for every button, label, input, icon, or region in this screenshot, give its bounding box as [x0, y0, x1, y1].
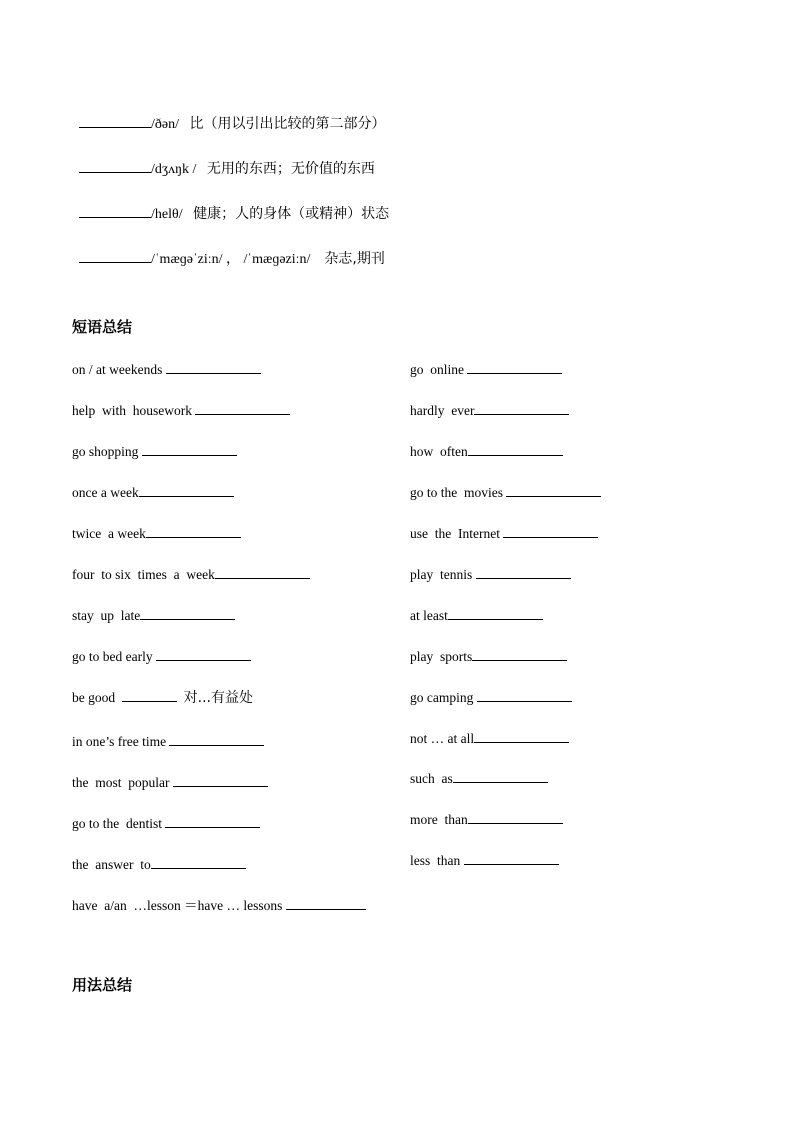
phrase-item: how often: [410, 443, 563, 461]
answer-blank[interactable]: [476, 566, 571, 579]
phrase-item: twice a week: [72, 525, 241, 543]
phrase-item: play sports: [410, 648, 567, 666]
phrase-item: the most popular: [72, 774, 268, 792]
answer-blank[interactable]: [477, 689, 572, 702]
answer-blank[interactable]: [156, 648, 251, 661]
answer-blank[interactable]: [474, 730, 569, 743]
answer-blank[interactable]: [448, 607, 543, 620]
vocab-phonetic: /helθ/: [151, 207, 183, 222]
answer-blank[interactable]: [139, 484, 234, 497]
answer-blank[interactable]: [467, 361, 562, 374]
answer-blank[interactable]: [140, 607, 235, 620]
answer-blank[interactable]: [472, 648, 567, 661]
phrase-item: not … at all: [410, 730, 569, 748]
answer-blank[interactable]: [195, 402, 290, 415]
answer-blank[interactable]: [173, 774, 268, 787]
vocab-phonetic: /ðən/: [151, 117, 179, 132]
answer-blank[interactable]: [142, 443, 237, 456]
answer-blank[interactable]: [122, 689, 177, 702]
vocab-line-3: [72, 187, 389, 224]
answer-blank[interactable]: [79, 250, 151, 263]
vocab-phonetic: /ˈmæɡəˈziːn/ ， /ˈmæɡəziːn/: [151, 252, 311, 267]
phrase-item: such as: [410, 770, 548, 788]
vocab-line-4: [72, 232, 385, 269]
vocab-meaning: 比（用以引出比较的第二部分）: [189, 116, 386, 132]
phrase-item: on / at weekends: [72, 361, 261, 379]
phrase-item: in one’s free time: [72, 733, 264, 751]
phrase-item: at least: [410, 607, 543, 625]
vocab-phonetic: /dʒʌŋk /: [151, 162, 197, 177]
answer-blank[interactable]: [146, 525, 241, 538]
answer-blank[interactable]: [286, 897, 366, 910]
phrase-item: hardly ever: [410, 402, 569, 420]
phrase-item: four to six times a week: [72, 566, 310, 584]
vocab-meaning: 健康；人的身体（或精神）状态: [193, 206, 390, 222]
answer-blank[interactable]: [79, 205, 151, 218]
answer-blank[interactable]: [166, 361, 261, 374]
phrase-item: go online: [410, 361, 562, 379]
answer-blank[interactable]: [506, 484, 601, 497]
phrase-item: have a/an …lesson ＝have … lessons: [72, 897, 366, 915]
vocab-line-2: [72, 142, 375, 179]
usage-section-title: 用法总结: [72, 976, 133, 994]
phrase-meaning: 对...有益处: [183, 690, 253, 706]
answer-blank[interactable]: [453, 770, 548, 783]
answer-blank[interactable]: [468, 811, 563, 824]
phrase-item: the answer to: [72, 856, 246, 874]
answer-blank[interactable]: [165, 815, 260, 828]
vocab-meaning: 杂志,期刊: [324, 251, 385, 267]
phrase-item: help with housework: [72, 402, 290, 420]
answer-blank[interactable]: [215, 566, 310, 579]
phrase-item: play tennis: [410, 566, 571, 584]
answer-blank[interactable]: [464, 852, 559, 865]
phrases-section-title: 短语总结: [72, 318, 133, 336]
phrase-item: go camping: [410, 689, 572, 707]
answer-blank[interactable]: [169, 733, 264, 746]
answer-blank[interactable]: [468, 443, 563, 456]
vocab-line-1: [72, 97, 386, 134]
answer-blank[interactable]: [474, 402, 569, 415]
phrase-item: go to bed early: [72, 648, 251, 666]
answer-blank[interactable]: [151, 856, 246, 869]
answer-blank[interactable]: [79, 160, 151, 173]
phrase-item: more than: [410, 811, 563, 829]
phrase-item: stay up late: [72, 607, 235, 625]
phrase-item: less than: [410, 852, 559, 870]
vocab-meaning: 无用的东西；无价值的东西: [206, 161, 375, 177]
phrase-item: once a week: [72, 484, 234, 502]
answer-blank[interactable]: [79, 115, 151, 128]
phrase-item: go to the movies: [410, 484, 601, 502]
phrase-item: be good 对...有益处: [72, 690, 253, 706]
phrase-item: go shopping: [72, 443, 237, 461]
phrase-item: use the Internet: [410, 525, 598, 543]
answer-blank[interactable]: [503, 525, 598, 538]
phrase-item: go to the dentist: [72, 815, 260, 833]
